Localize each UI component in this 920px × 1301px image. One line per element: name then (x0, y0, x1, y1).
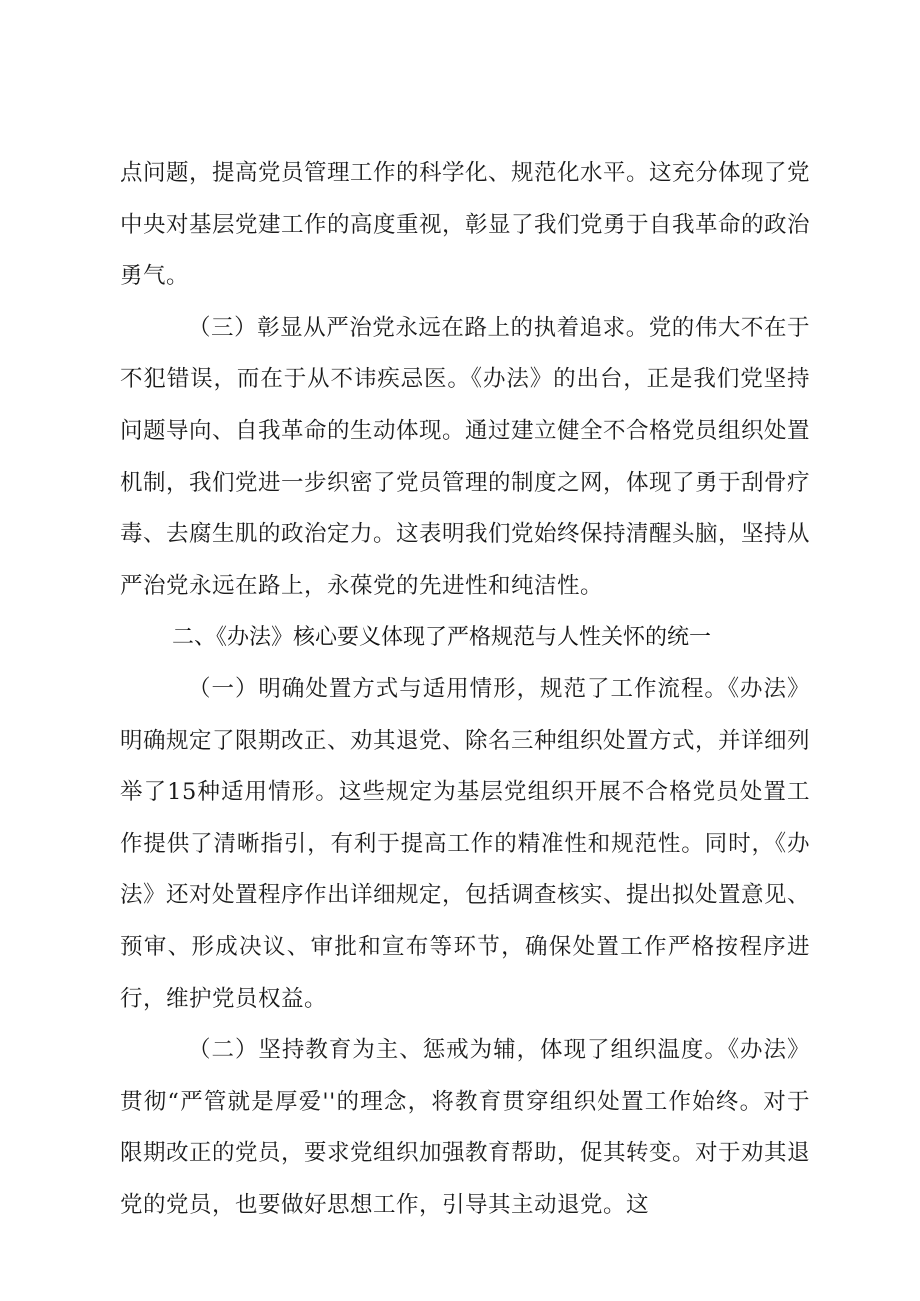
paragraph-section-three: （三）彰显从严治党永远在路上的执着追求。党的伟大不在于不犯错误，而在于从不讳疾忌医。《办法》的出台，正是我们党坚持问题导向、自我革命的生动体现。通过建立健全不合格党员组织处置机制，我们党进一步织密了党员管理的制度之网，体现了勇于刮骨疗毒、去腐生肌的政治定力。这表明我们党始终保持清醒头脑，坚持从严治党永远在路上，永葆党的先进性和纯洁性。 (120, 314, 811, 599)
paragraph-continuation: 点问题，提高党员管理工作的科学化、规范化水平。这充分体现了党中央对基层党建工作的高度重视，彰显了我们党勇于自我革命的政治勇气。 (120, 160, 811, 290)
section-heading-two: 二、《办法》核心要义体现了严格规范与人性关怀的统一 (172, 625, 712, 651)
paragraph-subsection-two: （二）坚持教育为主、惩戒为辅，体现了组织温度。《办法》贯彻“严管就是厚爱''的理念，将教育贯穿组织处置工作始终。对于限期改正的党员，要求党组织加强教育帮助，促其转变。对于劝其退党的党员，也要做好思想工作，引导其主动退党。这 (120, 1037, 811, 1218)
paragraph-subsection-one: （一）明确处置方式与适用情形，规范了工作流程。《办法》明确规定了限期改正、劝其退党、除名三种组织处置方式，并详细列举了15种适用情形。这些规定为基层党组织开展不合格党员处置工作提供了清晰指引，有利于提高工作的精准性和规范性。同时，《办法》还对处置程序作出详细规定，包括调查核实、提出拟处置意见、预审、形成决议、审批和宣布等环节，确保处置工作严格按程序进行，维护党员权益。 (120, 675, 811, 1012)
document-body (120, 148, 810, 1231)
